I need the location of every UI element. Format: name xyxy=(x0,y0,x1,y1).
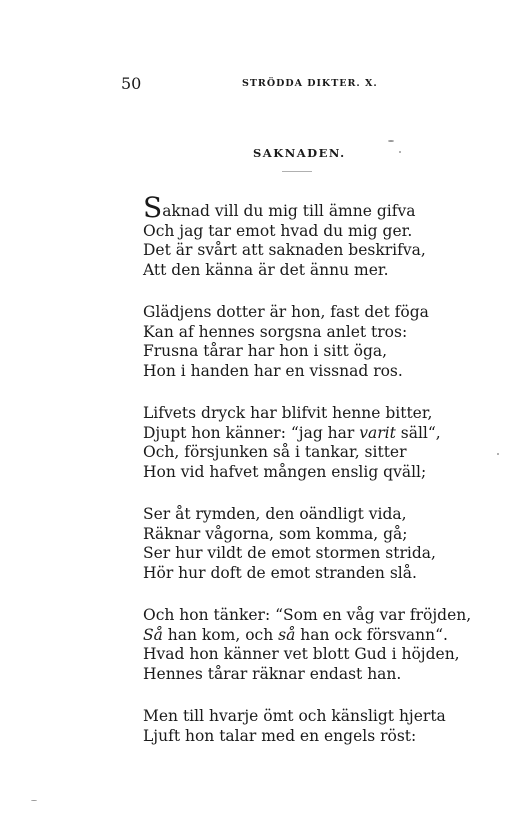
italic-word: varit xyxy=(359,423,396,442)
line-text: han kom, och xyxy=(162,625,279,644)
print-speck xyxy=(399,151,401,153)
poem-line: Det är svårt att saknaden beskrifva, xyxy=(143,241,426,259)
poem-line: Hör hur doft de emot stranden slå. xyxy=(143,563,417,582)
poem-line: Ser åt rymden, den oändligt vida, xyxy=(143,505,407,523)
stanza-1 xyxy=(143,191,483,280)
poem-line: Och, försjunken så i tankar, sitter xyxy=(143,443,407,461)
poem-line: Hvad hon känner vet blott Gud i höjden, xyxy=(143,645,460,663)
print-speck xyxy=(497,453,499,455)
drop-cap: S xyxy=(143,191,163,224)
poem-line: Att den känna är det ännu mer. xyxy=(143,260,389,279)
poem-line: Och jag tar emot hvad du mig ger. xyxy=(143,221,413,240)
poem-line: Hon i handen har en vissnad ros. xyxy=(143,361,403,380)
stanza-6 xyxy=(143,707,483,746)
poem-line: Lifvets dryck har blifvit henne bitter, xyxy=(143,404,433,422)
poem-title: SAKNADEN. xyxy=(253,146,346,160)
poem-line: Ser hur vildt de emot stormen strida, xyxy=(143,544,436,562)
italic-word: så xyxy=(278,625,296,644)
stanza-5 xyxy=(143,606,483,684)
first-line-text: aknad vill du mig till ämne gifva xyxy=(162,202,416,220)
stanza-4 xyxy=(143,505,483,583)
title-divider xyxy=(282,171,312,172)
running-head xyxy=(0,74,520,94)
poem-line-first xyxy=(143,191,483,224)
page-number: 50 xyxy=(121,74,142,93)
line-text: han ock försvann“. xyxy=(295,625,448,644)
stanza-3 xyxy=(143,404,483,482)
running-title: STRÖDDA DIKTER. X. xyxy=(242,78,378,89)
line-text: säll“, xyxy=(395,423,441,442)
poem-body xyxy=(143,191,483,769)
poem-line: Och hon tänker: “Som en våg var fröjden, xyxy=(143,606,472,624)
print-speck xyxy=(388,140,394,142)
poem-line xyxy=(143,626,483,646)
italic-word: Så xyxy=(143,625,163,644)
print-speck xyxy=(31,800,37,801)
poem-line: Hennes tårar räknar endast han. xyxy=(143,664,402,683)
poem-line: Frusna tårar har hon i sitt öga, xyxy=(143,342,388,360)
poem-line: Hon vid hafvet mången enslig qväll; xyxy=(143,462,427,481)
poem-line: Glädjens dotter är hon, fast det föga xyxy=(143,303,429,321)
stanza-2 xyxy=(143,303,483,381)
poem-line: Kan af hennes sorgsna anlet tros: xyxy=(143,322,408,341)
poem-line: Men till hvarje ömt och känsligt hjerta xyxy=(143,707,446,725)
poem-line xyxy=(143,424,483,444)
line-text: Djupt hon känner: “jag har xyxy=(143,423,360,442)
poem-line: Ljuft hon talar med en engels röst: xyxy=(143,726,417,745)
poem-line: Räknar vågorna, som komma, gå; xyxy=(143,524,408,543)
